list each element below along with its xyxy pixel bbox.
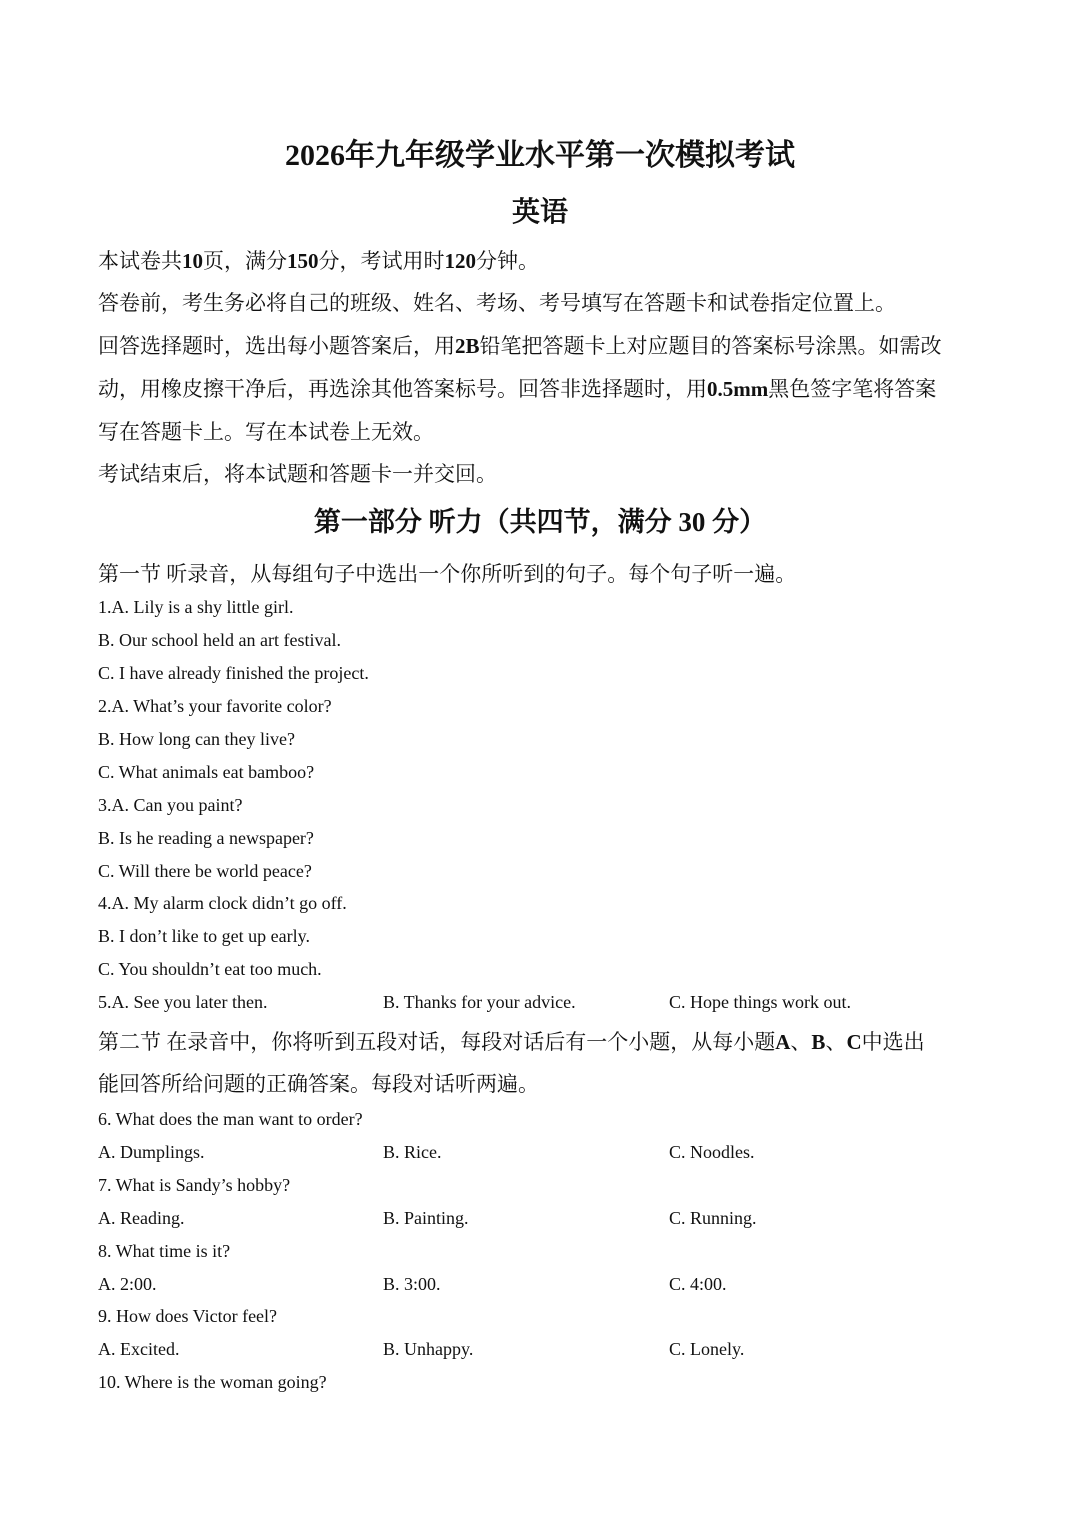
instruction-line-4: 动，用橡皮擦干净后，再选涂其他答案标号。回答非选择题时，用0.5mm黑色签字笔将答案 bbox=[98, 377, 937, 401]
section-2-heading-line-2: 能回答所给问题的正确答案。每段对话听两遍。 bbox=[98, 1072, 539, 1096]
q1-option-c: C. I have already finished the project. bbox=[98, 663, 369, 683]
q3-option-b: B. Is he reading a newspaper? bbox=[98, 828, 314, 848]
q2-option-a: 2.A. What’s your favorite color? bbox=[98, 696, 332, 716]
q1-option-b: B. Our school held an art festival. bbox=[98, 630, 341, 650]
q8-stem: 8. What time is it? bbox=[98, 1241, 231, 1261]
instruction-line-2: 答卷前，考生务必将自己的班级、姓名、考场、考号填写在答题卡和试卷指定位置上。 bbox=[98, 291, 896, 315]
q6-option-b: B. Rice. bbox=[383, 1142, 442, 1162]
q9-option-c: C. Lonely. bbox=[669, 1339, 745, 1359]
q7-option-c: C. Running. bbox=[669, 1208, 757, 1228]
q7-option-a: A. Reading. bbox=[98, 1208, 185, 1228]
section-2-heading-line-1: 第二节 在录音中，你将听到五段对话，每段对话后有一个小题，从每小题A、B、C中选出 bbox=[98, 1030, 925, 1054]
instruction-line-5: 写在答题卡上。写在本试卷上无效。 bbox=[98, 420, 434, 444]
q2-option-b: B. How long can they live? bbox=[98, 729, 295, 749]
q6-option-a: A. Dumplings. bbox=[98, 1142, 205, 1162]
q4-option-b: B. I don’t like to get up early. bbox=[98, 926, 310, 946]
q2-option-c: C. What animals eat bamboo? bbox=[98, 762, 315, 782]
q8-option-b: B. 3:00. bbox=[383, 1274, 441, 1294]
q9-stem: 9. How does Victor feel? bbox=[98, 1306, 278, 1326]
q3-option-a: 3.A. Can you paint? bbox=[98, 795, 243, 815]
section-1-heading: 第一节 听录音，从每组句子中选出一个你所听到的句子。每个句子听一遍。 bbox=[98, 562, 797, 586]
q7-stem: 7. What is Sandy’s hobby? bbox=[98, 1175, 291, 1195]
instruction-line-3: 回答选择题时，选出每小题答案后，用2B铅笔把答题卡上对应题目的答案标号涂黑。如需改 bbox=[98, 334, 942, 358]
q4-option-c: C. You shouldn’t eat too much. bbox=[98, 959, 322, 979]
q10-stem: 10. Where is the woman going? bbox=[98, 1372, 327, 1392]
q1-option-a: 1.A. Lily is a shy little girl. bbox=[98, 597, 294, 617]
part-1-title: 第一部分 听力（共四节，满分 30 分） bbox=[313, 507, 767, 537]
q5-option-a: 5.A. See you later then. bbox=[98, 992, 268, 1012]
q9-option-b: B. Unhappy. bbox=[383, 1339, 474, 1359]
q3-option-c: C. Will there be world peace? bbox=[98, 861, 312, 881]
exam-title: 2026年九年级学业水平第一次模拟考试 bbox=[285, 139, 795, 172]
q6-option-c: C. Noodles. bbox=[669, 1142, 755, 1162]
q4-option-a: 4.A. My alarm clock didn’t go off. bbox=[98, 893, 347, 913]
instruction-line-1: 本试卷共10页，满分150分，考试用时120分钟。 bbox=[98, 249, 539, 273]
subject-title: 英语 bbox=[511, 197, 568, 228]
q9-option-a: A. Excited. bbox=[98, 1339, 180, 1359]
q5-option-c: C. Hope things work out. bbox=[669, 992, 851, 1012]
q6-stem: 6. What does the man want to order? bbox=[98, 1109, 363, 1129]
q8-option-a: A. 2:00. bbox=[98, 1274, 157, 1294]
q7-option-b: B. Painting. bbox=[383, 1208, 469, 1228]
q8-option-c: C. 4:00. bbox=[669, 1274, 727, 1294]
instruction-line-6: 考试结束后，将本试题和答题卡一并交回。 bbox=[98, 462, 497, 486]
q5-option-b: B. Thanks for your advice. bbox=[383, 992, 576, 1012]
